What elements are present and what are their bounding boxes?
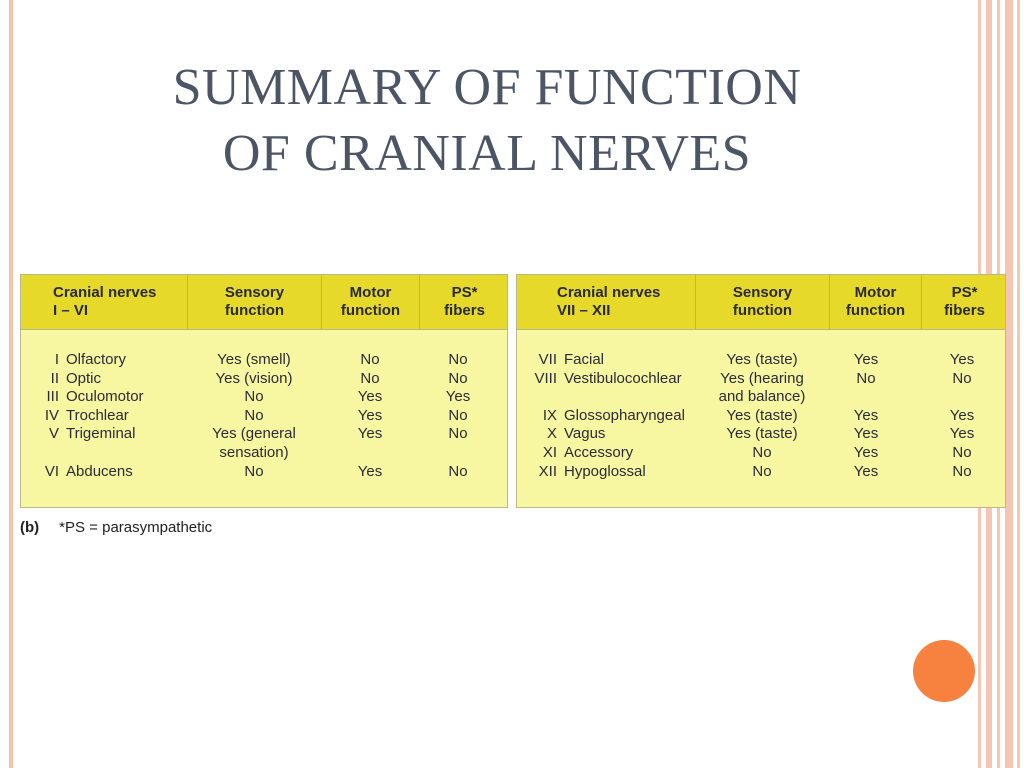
table-row	[517, 370, 1005, 407]
cranial-nerves-table-right	[516, 274, 1006, 508]
sensory-value: Yes (hearing and balance)	[718, 369, 806, 406]
sensory-value: Yes (vision)	[215, 369, 293, 387]
decorative-circle-icon	[913, 640, 975, 702]
sensory-value: No	[244, 462, 264, 480]
ps-value: No	[952, 443, 972, 461]
ps-value: Yes	[949, 425, 975, 443]
slide-title-line-2: OF CRANIAL NERVES	[222, 125, 752, 182]
sensory-value: No	[244, 406, 264, 424]
ps-value: Yes	[445, 388, 471, 406]
nerve-number: X	[546, 425, 557, 443]
nerve-name: Olfactory	[66, 351, 127, 368]
nerve-name: Accessory	[564, 443, 634, 461]
nerve-name: Trochlear	[66, 406, 129, 424]
nerve-name: Vestibulocochlear	[564, 369, 682, 387]
table-header	[517, 275, 1005, 330]
sensory-value: No	[244, 388, 264, 406]
table-row	[21, 407, 507, 426]
table-row	[21, 351, 507, 370]
ps-value: No	[448, 462, 468, 480]
figure-caption	[20, 519, 212, 536]
nerve-number: VII	[538, 351, 557, 368]
nerve-number: IV	[44, 406, 59, 424]
table-row	[21, 463, 507, 482]
slide-title-line-1: SUMMARY OF FUNCTION	[172, 59, 802, 116]
ps-value: No	[952, 462, 972, 480]
table-row	[21, 388, 507, 407]
nerve-number: VIII	[534, 369, 557, 387]
motor-value: Yes	[357, 462, 383, 480]
header-ps-fibers: PS* fibers	[419, 275, 508, 329]
header-sensory-function: Sensory function	[695, 275, 829, 329]
nerve-name: Hypoglossal	[564, 462, 646, 480]
table-header	[21, 275, 507, 330]
sensory-value: No	[752, 462, 772, 480]
motor-value: Yes	[357, 388, 383, 406]
ps-value: No	[448, 425, 468, 443]
nerve-name: Abducens	[66, 462, 133, 480]
cranial-nerves-table-left	[20, 274, 508, 508]
header-motor-function: Motor function	[829, 275, 921, 329]
nerve-number: IX	[542, 406, 557, 424]
nerve-name: Trigeminal	[66, 425, 136, 443]
nerve-name: Optic	[66, 369, 102, 387]
header-motor-function: Motor function	[321, 275, 419, 329]
nerve-number: III	[46, 388, 59, 406]
table-row	[517, 444, 1005, 463]
motor-value: No	[360, 369, 380, 387]
nerve-name: Vagus	[564, 425, 606, 443]
motor-value: Yes	[357, 425, 383, 443]
header-sensory-function: Sensory function	[187, 275, 321, 329]
nerve-number: I	[54, 351, 59, 368]
nerve-number: XI	[542, 443, 557, 461]
table-row	[517, 463, 1005, 482]
table-body	[517, 351, 1005, 481]
nerve-name: Facial	[564, 351, 605, 368]
table-row	[21, 370, 507, 389]
table-body	[21, 351, 507, 481]
header-cranial-nerves: Cranial nerves VII – XII	[557, 284, 661, 319]
motor-value: Yes	[853, 462, 879, 480]
sensory-value: No	[752, 443, 772, 461]
header-cranial-nerves: Cranial nerves I – VI	[53, 284, 157, 319]
figure-label: (b)	[20, 519, 40, 536]
ps-value: No	[448, 369, 468, 387]
sensory-value: Yes (taste)	[726, 425, 798, 443]
sensory-value: Yes (taste)	[726, 351, 798, 368]
sensory-value: Yes (smell)	[217, 351, 291, 368]
ps-value: Yes	[949, 406, 975, 424]
ps-value: No	[448, 406, 468, 424]
table-row	[517, 407, 1005, 426]
nerve-number: II	[50, 369, 59, 387]
nerve-number: XII	[538, 462, 557, 480]
sensory-value: Yes (taste)	[726, 406, 798, 424]
header-ps-fibers: PS* fibers	[921, 275, 1006, 329]
motor-value: No	[360, 351, 380, 368]
motor-value: No	[856, 369, 876, 387]
table-row	[517, 351, 1005, 370]
right-border-line	[1017, 0, 1020, 768]
ps-value: No	[448, 351, 468, 368]
motor-value: Yes	[357, 406, 383, 424]
right-border-line	[1005, 0, 1013, 768]
table-row	[21, 425, 507, 462]
table-row	[517, 425, 1005, 444]
motor-value: Yes	[853, 425, 879, 443]
footnote-text: *PS = parasympathetic	[59, 519, 213, 536]
ps-value: No	[952, 369, 972, 387]
nerve-number: VI	[44, 462, 59, 480]
sensory-value: Yes (general sensation)	[212, 425, 296, 461]
slide-title	[0, 55, 974, 187]
ps-value: Yes	[949, 351, 975, 368]
motor-value: Yes	[853, 351, 879, 368]
nerve-name: Glossopharyngeal	[564, 406, 685, 424]
nerve-name: Oculomotor	[66, 388, 144, 406]
motor-value: Yes	[853, 406, 879, 424]
nerve-number: V	[48, 425, 59, 443]
motor-value: Yes	[853, 443, 879, 461]
